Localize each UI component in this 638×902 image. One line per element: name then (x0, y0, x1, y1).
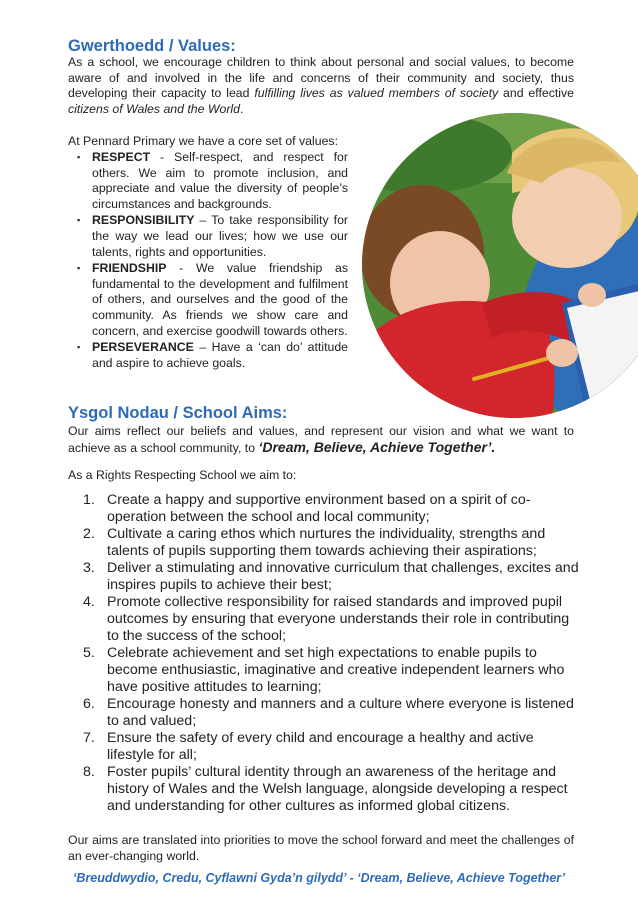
aim-number: 3. (83, 560, 95, 576)
aim-item (83, 645, 580, 696)
aim-text: Foster pupils’ cultural identity through an awareness of the heritage and history of Wales and the Welsh language, alongside developing a respect and understanding for other cultures as informed global citizens. (107, 764, 568, 814)
aim-item (83, 696, 580, 730)
value-item-friendship (77, 261, 348, 339)
bullet-icon: ▪ (77, 342, 81, 353)
aims-intro-text: Our aims reflect our beliefs and values, and represent our vision and what we want to achieve as a school community, to (68, 424, 574, 455)
values-intro-emphasis-2: citizens of Wales and the World (68, 101, 241, 116)
aim-number: 8. (83, 764, 95, 780)
aim-text: Create a happy and supportive environment based on a spirit of co-operation between the school and local community; (107, 492, 531, 525)
value-item-perseverance (77, 340, 348, 371)
aims-intro-motto: ‘Dream, Believe, Achieve Together (258, 438, 488, 455)
aim-text: Encourage honesty and manners and a culture where everyone is listened to and valued; (107, 696, 574, 729)
aim-item (83, 594, 580, 645)
rights-respecting-intro: As a Rights Respecting School we aim to: (68, 468, 297, 482)
core-values-intro: At Pennard Primary we have a core set of values: (68, 134, 338, 148)
aim-number: 7. (83, 730, 95, 746)
bullet-icon: ▪ (77, 152, 81, 162)
aims-intro (68, 424, 574, 456)
aim-item (83, 764, 580, 815)
core-values-list (77, 150, 348, 372)
values-intro (68, 55, 574, 117)
bullet-icon: ▪ (77, 263, 81, 274)
aim-number: 6. (83, 696, 95, 712)
aims-closing: Our aims are translated into priorities to move the school forward and meet the challenges of an ever-changing world. (68, 833, 574, 863)
value-name: FRIENDSHIP (92, 261, 167, 276)
value-name: RESPECT (92, 150, 151, 164)
values-intro-emphasis-1: fulfilling lives as valued members of society (254, 86, 499, 101)
aim-number: 5. (83, 645, 95, 661)
aim-item (83, 560, 580, 594)
aims-list (83, 492, 580, 815)
aim-item (83, 526, 580, 560)
values-intro-text-end: . (240, 101, 244, 116)
values-heading: Gwerthoedd / Values: (68, 37, 236, 55)
value-description: - Self-respect, and respect for others. We aim to promote inclusion, and appreciate and value the diversity of people’s circumstances and backgrounds. (92, 150, 348, 211)
aims-intro-end: ’. (487, 438, 496, 455)
aim-text: Cultivate a caring ethos which nurtures the individuality, strengths and talents of pupils supporting them towards achieving their aspirations; (107, 526, 546, 559)
aim-number: 2. (83, 526, 95, 542)
aim-text: Promote collective responsibility for raised standards and improved pupil outcomes by ensuring that everyone understands their role in contributing to the success of the school; (107, 594, 570, 644)
aims-heading: Ysgol Nodau / School Aims: (68, 404, 288, 422)
value-name: RESPONSIBILITY (92, 213, 195, 228)
value-description: - We value friendship as fundamental to the development and fulfilment of others, and ourselves and the good of the community. As friends we show care and concern, and exercise goodwill towards others. (92, 261, 348, 338)
footer-motto: ‘Breuddwydio, Credu, Cyflawni Gyda’n gilydd’ - ‘Dream, Believe, Achieve Together’ (72, 871, 566, 885)
value-item-respect (77, 150, 348, 212)
values-intro-text-mid: and effective (498, 86, 574, 101)
children-photo (362, 113, 638, 418)
aim-number: 1. (83, 492, 95, 508)
value-name: PERSEVERANCE (92, 340, 194, 355)
aim-text: Celebrate achievement and set high expectations to enable pupils to become enthusiastic, imaginative and creative independent learners who have positive attitudes to learning; (107, 645, 565, 695)
aim-number: 4. (83, 594, 95, 610)
value-item-responsibility (77, 213, 348, 260)
value-description: – To take responsibility for the way we lead our lives; how we use our talents, rights and opportunities. (92, 213, 348, 259)
value-description: – Have a ‘can do’ attitude and aspire to achieve goals. (92, 340, 348, 370)
aim-item (83, 730, 580, 764)
aim-text: Deliver a stimulating and innovative curriculum that challenges, excites and inspires pupils to achieve their best; (107, 560, 579, 593)
values-intro-text: As a school, we encourage children to think about personal and social values, to become aware of and involved in the life and concerns of their community and society, thus developing their capacity to lead (68, 55, 574, 101)
aim-item (83, 492, 580, 526)
aim-text: Ensure the safety of every child and encourage a healthy and active lifestyle for all; (107, 730, 534, 763)
bullet-icon: ▪ (77, 215, 81, 226)
